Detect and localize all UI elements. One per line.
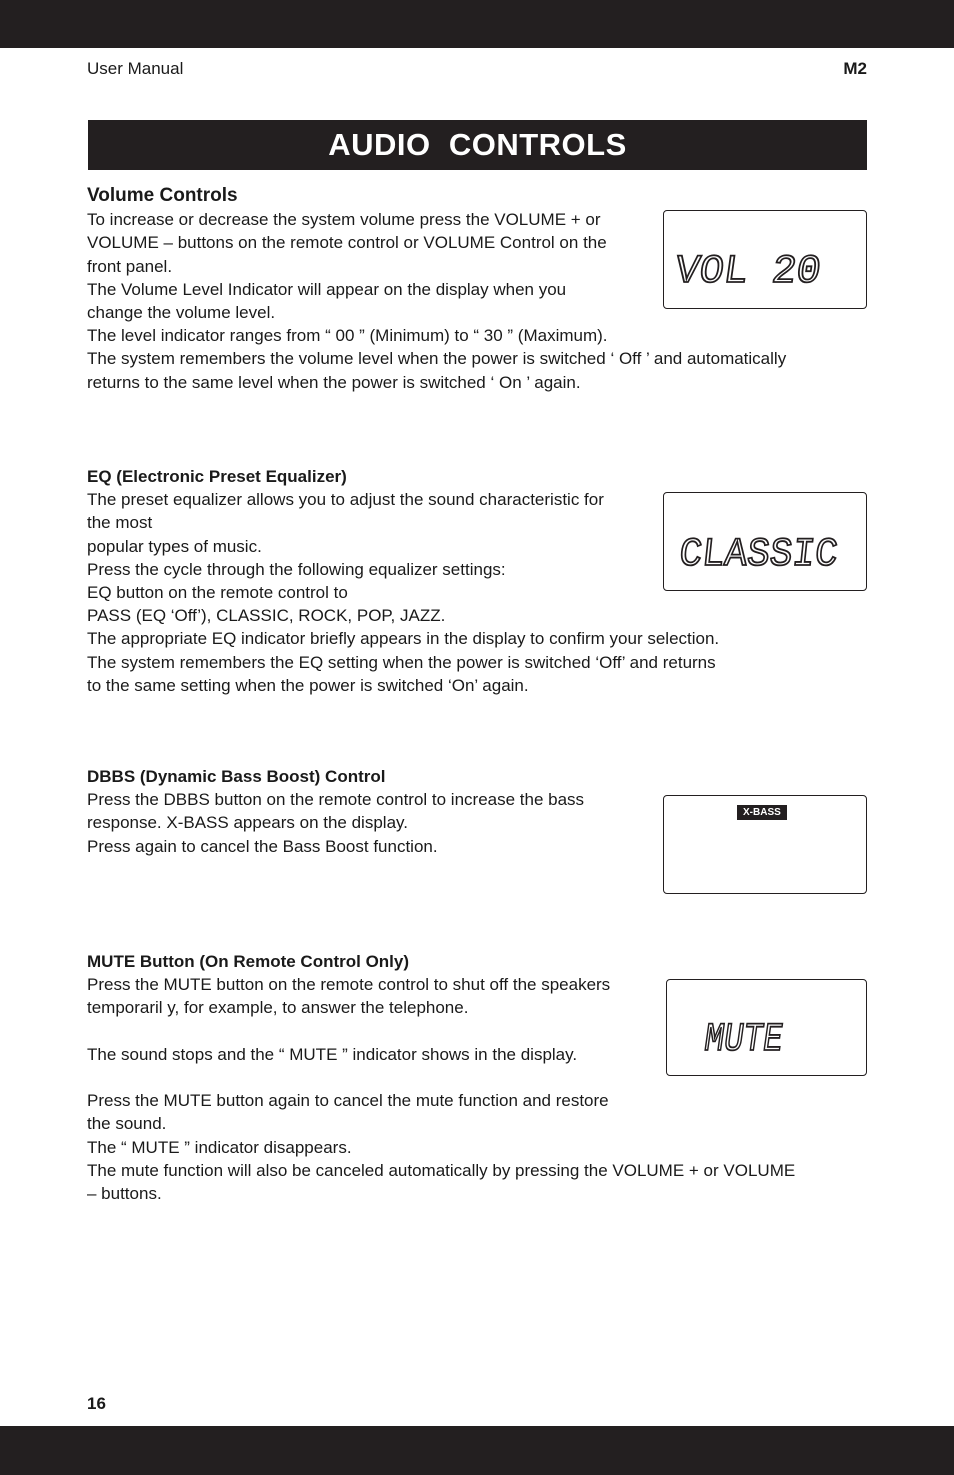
header-title: User Manual (87, 59, 184, 78)
eq-heading: EQ (Electronic Preset Equalizer) (87, 467, 347, 486)
text-line: popular types of music. (87, 536, 262, 556)
text-line: The Volume Level Indicator will appear on the display when you (87, 279, 567, 299)
eq-lcd-display (663, 492, 867, 591)
text-line: VOLUME – buttons on the remote control or VOLUME Control on the (87, 233, 607, 253)
text-line: The system remembers the EQ setting when the power is switched ‘Off’ and returns (87, 652, 716, 672)
lcd-text: CLASSIC (677, 533, 850, 578)
lcd-segment-text (664, 493, 868, 592)
text-line: The preset equalizer allows you to adjust the sound characteristic for (87, 490, 604, 510)
text-line: Press the MUTE button again to cancel the mute function and restore (87, 1091, 609, 1111)
text-line: Press the cycle through the following equalizer settings: (87, 559, 506, 579)
text-line: Press again to cancel the Bass Boost function. (87, 836, 438, 856)
text-line: the sound. (87, 1114, 167, 1134)
dbbs-heading: DBBS (Dynamic Bass Boost) Control (87, 767, 386, 786)
top-bar (0, 0, 954, 48)
text-line: front panel. (87, 256, 173, 276)
text-line: change the volume level. (87, 303, 276, 323)
text-line: EQ button on the remote control to (87, 583, 348, 603)
text-line: – buttons. (87, 1184, 162, 1203)
text-line: to the same setting when the power is switched ‘On’ again. (87, 675, 529, 695)
eq-section (87, 465, 719, 697)
dbbs-section (87, 765, 584, 858)
volume-heading: Volume Controls (87, 185, 238, 206)
text-line: response. X-BASS appears on the display. (87, 813, 408, 833)
volume-lcd-display (663, 210, 867, 309)
model-label: M2 (843, 59, 867, 78)
text-line: The “ MUTE ” indicator disappears. (87, 1137, 352, 1157)
lcd-text: VOL 20 (672, 250, 823, 295)
lcd-text: MUTE (701, 1018, 804, 1063)
section-banner (88, 120, 867, 170)
text-line: The level indicator ranges from “ 00 ” (Minimum) to “ 30 ” (Maximum). (87, 326, 608, 346)
text-line: The system remembers the volume level when the power is switched ‘ Off ’ and automatically (87, 349, 787, 369)
mute-heading: MUTE Button (On Remote Control Only) (87, 952, 410, 971)
page-number: 16 (87, 1394, 106, 1413)
mute-lcd-display (666, 979, 867, 1076)
xbass-badge: X-BASS (737, 805, 787, 820)
lcd-segment-text (664, 211, 868, 310)
text-line: The appropriate EQ indicator briefly appears in the display to confirm your selection. (87, 629, 720, 649)
text-line: Press the MUTE button on the remote control to shut off the speakers (87, 975, 611, 995)
text-line: To increase or decrease the system volume press the VOLUME + or (87, 210, 601, 230)
text-line: returns to the same level when the power is switched ‘ On ’ again. (87, 372, 581, 392)
dbbs-lcd-display (663, 795, 867, 894)
text-line: temporaril y, for example, to answer the telephone. (87, 998, 469, 1018)
text-line: PASS (EQ ‘Off’), CLASSIC, ROCK, POP, JAZZ. (87, 606, 446, 626)
text-line: the most (87, 513, 153, 533)
lcd-segment-text (667, 980, 868, 1077)
dbbs-text (87, 788, 584, 858)
text-line: The mute function will also be canceled automatically by pressing the VOLUME + or VOLUME (87, 1160, 796, 1180)
bottom-bar (0, 1426, 954, 1475)
text-line: Press the DBBS button on the remote control to increase the bass (87, 790, 585, 810)
text-line: The sound stops and the “ MUTE ” indicator shows in the display. (87, 1044, 578, 1064)
eq-text (87, 488, 719, 697)
banner-title: AUDIO CONTROLS (328, 127, 627, 162)
